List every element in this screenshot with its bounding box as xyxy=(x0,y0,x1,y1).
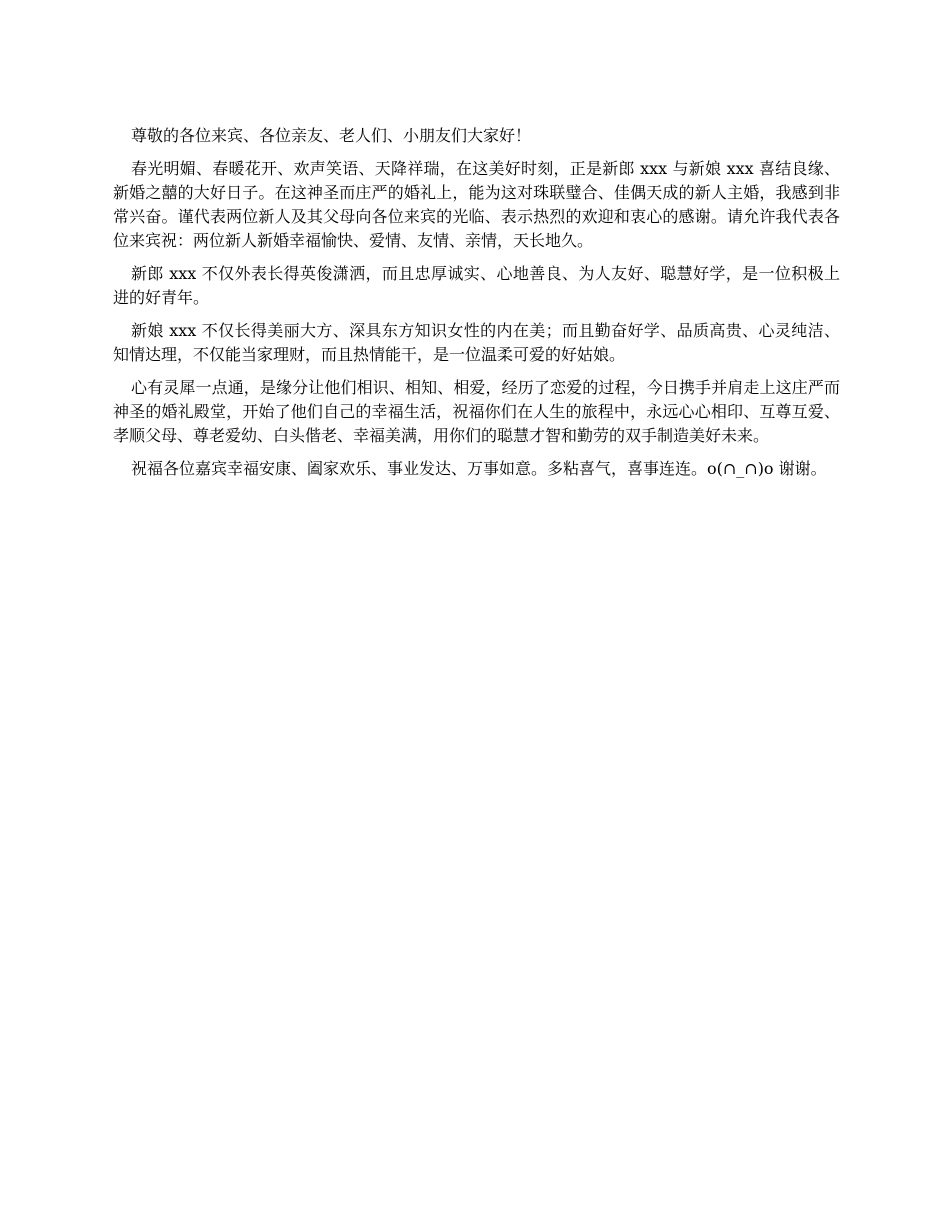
greeting-paragraph: 尊敬的各位来宾、各位亲友、老人们、小朋友们大家好！ xyxy=(131,126,532,145)
opening-paragraph: 春光明媚、春暖花开、欢声笑语、天降祥瑞，在这美好时刻，正是新郎 xxx 与新娘 xxx 喜结良缘、新婚之囍的大好日子。在这神圣而庄严的婚礼上，能为这对珠联璧合、佳偶天成的新人主婚，我感到非常兴奋。谨代表两位新人及其父母向各位来宾的光临、表示热烈的欢迎和衷心的感谢。请允许我代表各位来宾祝：两位新人新婚幸福愉快、爱情、友情、亲情，天长地久。 xyxy=(113,159,840,250)
groom-paragraph: 新郎 xxx 不仅外表长得英俊潇洒，而且忠厚诚实、心地善良、为人友好、聪慧好学，是一位积极上进的好青年。 xyxy=(113,264,840,307)
closing-paragraph: 祝福各位嘉宾幸福安康、阖家欢乐、事业发达、万事如意。多粘喜气，喜事连连。o(∩_∩)o 谢谢。 xyxy=(131,459,827,478)
document-body xyxy=(113,124,840,490)
blessing-paragraph: 心有灵犀一点通，是缘分让他们相识、相知、相爱，经历了恋爱的过程，今日携手并肩走上这庄严而神圣的婚礼殿堂，开始了他们自己的幸福生活，祝福你们在人生的旅程中，永远心心相印、互尊互爱、孝顺父母、尊老爱幼、白头偕老、幸福美满，用你们的聪慧才智和勤劳的双手制造美好未来。 xyxy=(113,378,840,445)
bride-paragraph: 新娘 xxx 不仅长得美丽大方、深具东方知识女性的内在美；而且勤奋好学、品质高贵、心灵纯洁、知情达理，不仅能当家理财，而且热情能干，是一位温柔可爱的好姑娘。 xyxy=(113,321,840,364)
